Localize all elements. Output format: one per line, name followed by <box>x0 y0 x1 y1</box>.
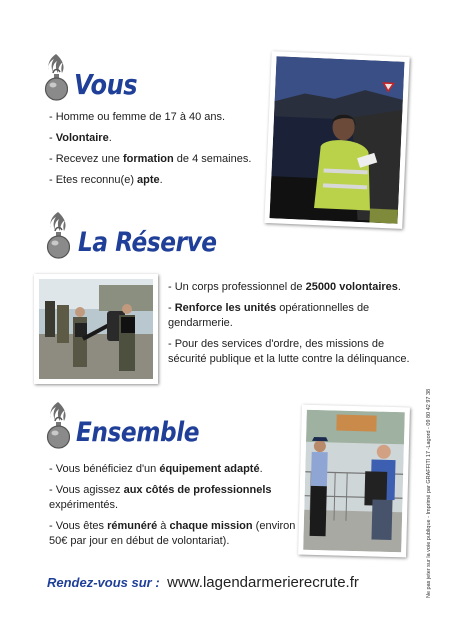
list-item: - Homme ou femme de 17 à 40 ans. <box>49 111 226 123</box>
photo-public-event <box>298 405 410 558</box>
grenade-emblem-icon <box>46 400 70 450</box>
photo-illustration <box>303 410 405 553</box>
list-item: - Renforce les unités opérationnelles de gendarmerie. <box>168 302 370 329</box>
list-item: - Recevez une formation de 4 semaines. <box>49 153 252 165</box>
section-title: La Réserve <box>78 226 217 258</box>
footer-url-link[interactable]: www.lagendarmerierecrute.fr <box>167 574 359 591</box>
list-item: - Pour des services d'ordre, des missions de sécurité publique et la lutte contre la délinquance. <box>168 338 410 365</box>
list-item: - Un corps professionnel de 25000 volontaires. <box>168 281 401 293</box>
section-heading-vous <box>44 52 147 102</box>
list-item: - Etes reconnu(e) apte. <box>49 174 163 186</box>
section-list-ensemble <box>49 462 299 555</box>
footer-cta <box>47 574 359 592</box>
section-title: Vous <box>74 67 138 101</box>
photo-illustration <box>270 56 405 223</box>
section-title: Ensemble <box>76 416 200 448</box>
list-item: - Vous bénéficiez d'un équipement adapté. <box>49 463 263 475</box>
photo-illustration <box>39 279 153 379</box>
grenade-emblem-icon <box>46 210 70 260</box>
grenade-emblem-icon <box>44 52 68 102</box>
section-list-vous <box>49 110 259 194</box>
footer-lead: Rendez-vous sur : <box>47 575 160 590</box>
vertical-print-note: Ne pas jeter sur la voie publique - Imprimé par GRAFFITI 17 -Lagord - 09 80 42 97 38 <box>426 388 432 598</box>
list-item: - Vous êtes rémunéré à chaque mission (environ 50€ par jour en début de volontariat). <box>49 520 296 547</box>
list-item: - Volontaire. <box>49 132 112 144</box>
section-heading-ensemble <box>46 400 219 450</box>
section-heading-reserve <box>46 210 239 260</box>
photo-training-exercise <box>34 274 158 384</box>
photo-night-checkpoint <box>264 51 409 229</box>
list-item: - Vous agissez aux côtés de professionnels expérimentés. <box>49 484 272 511</box>
section-list-reserve <box>168 280 413 373</box>
